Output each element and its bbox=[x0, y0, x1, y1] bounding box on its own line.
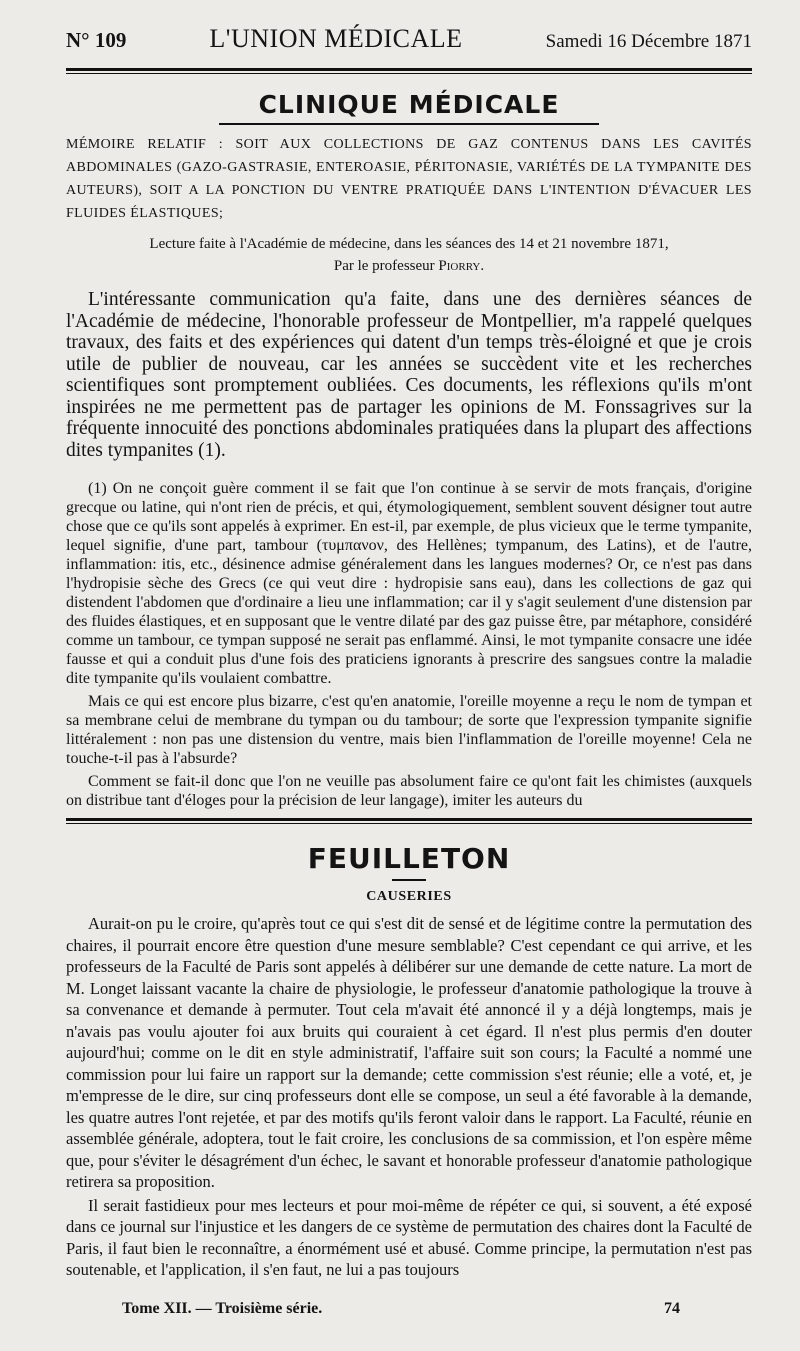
feuilleton-title: FEUILLETON bbox=[307, 842, 511, 875]
lead-paragraph: L'intéressante communication qu'a faite, dans une des dernières séances de l'Académie de médecine, l'honorable professeur de Montpellier, m'a rappelé quelques travaux, des faits et des expériences qui datent d'un temps très-éloigné et que je crois utile de publier de nouveau, car les années se succèdent vite et les recherches scientifiques sont promptement oubliées. Ces documents, les réflexions qu'ils m'ont inspirées ne me permettent pas de partager les opinions de M. Fonssagrives sur la fréquente innocuité des ponctions abdominales pratiquées dans la plupart des affections dites tympanites (1). bbox=[66, 289, 752, 461]
feuilleton-title-rule bbox=[392, 879, 426, 881]
feuilleton-rule bbox=[66, 818, 752, 824]
author-prefix: Par le professeur bbox=[333, 258, 435, 274]
feuilleton-subtitle: CAUSERIES bbox=[366, 889, 452, 904]
feuilleton-paragraph-2: Il serait fastidieux pour mes lecteurs et pour moi-même de répéter ce qui, si souvent, a été exposé dans ce journal sur l'injustice et les dangers de ce système de permutation des chaires dont la Faculté de Paris, il faut bien le reconnaître, a énormément usé et abusé. Comme principe, la permutation n'est pas soutenable, et l'application, il s'en faut, ne lui a pas toujours bbox=[66, 1195, 752, 1279]
author-name: Piorry. bbox=[438, 258, 485, 274]
author-line bbox=[66, 255, 752, 277]
volume-info: Tome XII. — Troisième série. bbox=[122, 1300, 323, 1317]
issue-date: Samedi 16 Décembre 1871 bbox=[545, 31, 752, 52]
header-rule bbox=[66, 68, 752, 74]
page-header bbox=[66, 24, 752, 64]
section-title-rule bbox=[219, 123, 599, 125]
page-number: 74 bbox=[664, 1300, 680, 1317]
footnote-1: (1) On ne conçoit guère comment il se fait que l'on continue à se servir de mots français, d'origine grecque ou latine, qui n'ont rien de précis, et qui, étymologiquement, semblent souvent désigner tout autre chose que ce qu'ils sont appelés à exprimer. En est-il, par exemple, de plus vicieux que le terme tympanite, lequel signifie, d'une part, tambour (τυμπανον, des Hellènes; tympanum, des Latins), et de l'autre, inflammation: itis, etc., désinence admise généralement dans les langues modernes? Or, ce n'est pas dans l'hydropisie sèche des Grecs (ce qui veut dire : hydropisie sans eau), dans les collections de gaz qui distendent l'abdomen que d'ordinaire a lieu une inflammation; car il y s'agit seulement d'une distension par des fluides élastiques, et en supposant que le ventre dilaté par des gaz puisse être, par métaphore, considéré comme un tambour, ce tympan supposé ne serait pas enflammé. Ainsi, le mot tympanite consacre une idée fausse et qui a conduit plus d'une fois des praticiens ignorants à prescrire des sangsues contre la maladie dite tympanite qu'ils voulaient combattre. bbox=[66, 480, 752, 687]
page-footer bbox=[122, 1300, 680, 1318]
feuilleton-paragraph-1: Aurait-on pu le croire, qu'après tout ce qui s'est dit de sensé et de légitime contre la permutation des chaires, il pourrait encore être question d'une mesure semblable? C'est cependant ce qui arrive, et les professeurs de la Faculté de Paris sont appelés à délibérer sur une demande de cette nature. La mort de M. Longet laissant vacante la chaire de physiologie, le professeur d'anatomie pathologique la trouve à sa convenance et demande à permuter. Tout cela m'avait été annoncé il y a déjà longtemps, mais je n'avais pas voulu ajouter foi aux bruits qui couraient à cet égard. Il n'est plus permis d'en douter aujourd'hui; comme on le dit en style administratif, l'affaire suit son cours; la Faculté a nommé une commission pour lui faire un rapport sur la demande; cette commission s'est réunie; elle a voté, et, je m'empresse de le dire, sur cinq professeurs dont elle se compose, un seul a été favorable à la demande, les quatre autres l'ont rejetée, et par des motifs qu'ils feront valoir dans le rapport. La Faculté, réunie en assemblée générale, adoptera, tout le fait croire, les conclusions de sa commission, et l'on espère même que, pour s'éviter le désagrément d'un échec, le savant et honorable professeur d'anatomie pathologique retirera sa proposition. bbox=[66, 914, 752, 1191]
footnote-paragraph-2: Mais ce qui est encore plus bizarre, c'est qu'en anatomie, l'oreille moyenne a reçu le nom de tympan et sa membrane celui de membrane du tympan ou du tambour; de sorte que l'expression tympanite signifie littéralement : non pas une distension du ventre, mais bien l'inflammation de l'oreille moyenne! Cela ne touche-t-il pas à l'absurde? bbox=[66, 693, 752, 767]
journal-title: L'UNION MÉDICALE bbox=[209, 24, 463, 53]
clinique-section-title: CLINIQUE MÉDICALE bbox=[258, 90, 560, 119]
lecture-note: Lecture faite à l'Académie de médecine, dans les séances des 14 et 21 novembre 1871, bbox=[149, 236, 669, 252]
issue-number: N° 109 bbox=[66, 28, 127, 52]
memoire-title: MÉMOIRE RELATIF : SOIT AUX COLLECTIONS DE GAZ CONTENUS DANS LES CAVITÉS ABDOMINALES (GAZO-GASTRASIE, ENTEROASIE, PÉRITONASIE, VARIÉTÉS DE LA TYMPANITE DES AUTEURS), SOIT A LA PONCTION DU VENTRE PRATIQUÉE DANS L'INTENTION D'ÉVACUER LES FLUIDES ÉLASTIQUES; bbox=[66, 137, 752, 221]
footnote-paragraph-3: Comment se fait-il donc que l'on ne veuille pas absolument faire ce qu'ont fait les chimistes (auxquels on distribue tant d'éloges pour la précision de leur langage), imiter les auteurs du bbox=[66, 773, 752, 809]
